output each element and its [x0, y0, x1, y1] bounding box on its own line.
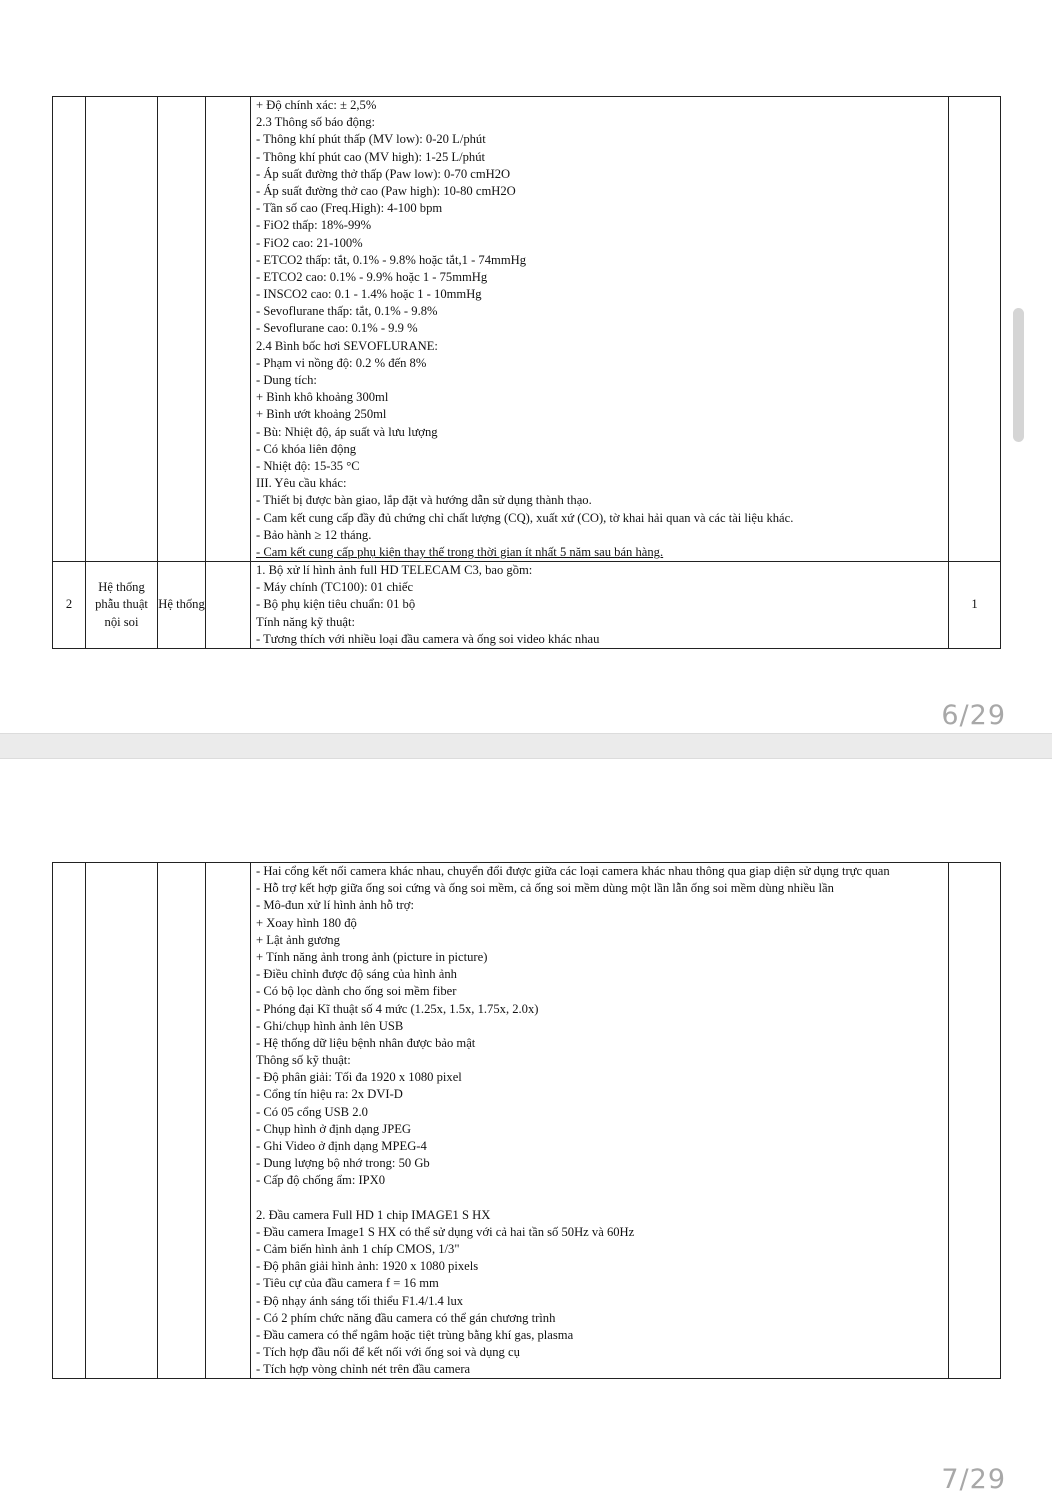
spec-line: - Thông khí phút thấp (MV low): 0-20 L/phút [256, 132, 486, 147]
spec-line: - Có khóa liên động [256, 441, 357, 456]
spec-line: - Dung tích: [256, 373, 317, 387]
spec-line: - Tương thích với nhiều loại đầu camera và ống soi video khác nhau [256, 631, 600, 646]
spec-line: - Tiêu cự của đầu camera f = 16 mm [256, 1276, 439, 1291]
spec-line: Tính năng kỹ thuật: [256, 614, 355, 629]
spec-line: - Độ nhạy ánh sáng tối thiểu F1.4/1.4 lux [256, 1293, 464, 1308]
spec-line: - Đầu camera có thể ngâm hoặc tiệt trùng bằng khí gas, plasma [256, 1327, 574, 1342]
unit-cell: Hệ thống [158, 562, 206, 649]
spec-line: - ETCO2 cao: 0.1% - 9.9% hoặc 1 - 75mmHg [256, 269, 488, 284]
spec-line: - Có 05 cổng USB 2.0 [256, 1104, 368, 1119]
spec-line: - Hai cổng kết nối camera khác nhau, chuyển đổi được giữa các loại camera khác nhau thông qua giap diện sử dụng trực quan [256, 864, 890, 878]
quantity-cell [949, 863, 1001, 1379]
spec-line: - Độ phân giải: Tối đa 1920 x 1080 pixel [256, 1070, 462, 1085]
spec-line: 2.3 Thông số báo động: [256, 115, 376, 130]
unit-cell [158, 97, 206, 562]
spec-line: + Bình khô khoảng 300ml [256, 390, 389, 405]
spec-line: + Lật ảnh gương [256, 932, 340, 947]
spec-line: - FiO2 thấp: 18%-99% [256, 218, 372, 233]
spec-line: - Mô-đun xử lí hình ảnh hỗ trợ: [256, 898, 414, 913]
spec-line: 2.4 Bình bốc hơi SEVOFLURANE: [256, 338, 438, 353]
spec-line: + Độ chính xác: ± 2,5% [256, 98, 377, 112]
spec-line: - FiO2 cao: 21-100% [256, 235, 363, 250]
spec-line: - Ghi/chụp hình ảnh lên USB [256, 1018, 404, 1033]
name-cell [86, 97, 158, 562]
spec-line: - Dung lượng bộ nhớ trong: 50 Gb [256, 1156, 430, 1171]
stt-cell: 2 [53, 562, 86, 649]
spec-line: - Cổng tín hiệu ra: 2x DVI-D [256, 1087, 403, 1102]
spec-lines [256, 97, 942, 561]
spec-table-page-7 [52, 862, 1001, 1379]
stt-cell [53, 863, 86, 1379]
spec-table-page-6 [52, 96, 1001, 649]
spec-lines [256, 562, 942, 648]
spec-line: - Máy chính (TC100): 01 chiếc [256, 580, 414, 595]
spec-line: + Bình ướt khoảng 250ml [256, 407, 387, 422]
spec-line: - Đầu camera Image1 S HX có thể sử dụng với cả hai tần số 50Hz và 60Hz [256, 1224, 635, 1239]
spec-line: - Thiết bị được bàn giao, lắp đặt và hướng dẫn sử dụng thành thạo. [256, 493, 592, 508]
spec-line: - Có 2 phím chức năng đầu camera có thể gán chương trình [256, 1310, 556, 1325]
spec-cell [251, 97, 949, 562]
spec-line: - Bộ phụ kiện tiêu chuẩn: 01 bộ [256, 597, 416, 612]
spec-line: - Phạm vi nồng độ: 0.2 % đến 8% [256, 355, 427, 370]
spec-line [256, 1190, 942, 1207]
spec-line: III. Yêu cầu khác: [256, 476, 347, 491]
spec-line: Thông số kỹ thuật: [256, 1053, 351, 1068]
table-row [53, 97, 1001, 562]
spec-line: - Độ phân giải hình ảnh: 1920 x 1080 pixels [256, 1259, 479, 1274]
spec-cell [251, 863, 949, 1379]
spec-line: - Bù: Nhiệt độ, áp suất và lưu lượng [256, 424, 438, 439]
spec-line: - Phóng đại Kĩ thuật số 4 mức (1.25x, 1.5x, 1.75x, 2.0x) [256, 1001, 539, 1016]
spec-line: - Thông khí phút cao (MV high): 1-25 L/phút [256, 149, 485, 164]
spec-line: + Tính năng ảnh trong ảnh (picture in picture) [256, 949, 488, 964]
spec-line: 2. Đầu camera Full HD 1 chip IMAGE1 S HX [256, 1207, 491, 1222]
unit-cell [158, 863, 206, 1379]
page-number: 6/29 [941, 700, 1006, 731]
blank-cell [206, 863, 251, 1379]
spec-line: - Áp suất đường thở cao (Paw high): 10-80 cmH2O [256, 183, 516, 198]
spec-line: - Hỗ trợ kết hợp giữa ống soi cứng và ống soi mềm, cả ống soi mềm dùng một lần lẫn ống soi mềm dùng nhiều lần [256, 881, 834, 896]
page-separator [0, 733, 1052, 759]
quantity-cell [949, 97, 1001, 562]
spec-line: - Sevoflurane cao: 0.1% - 9.9 % [256, 321, 418, 336]
name-cell [86, 863, 158, 1379]
stt-cell [53, 97, 86, 562]
table-row [53, 562, 1001, 649]
blank-cell [206, 562, 251, 649]
spec-line: - Cảm biến hình ảnh 1 chíp CMOS, 1/3" [256, 1241, 460, 1256]
spec-line: - Cam kết cung cấp đầy đủ chứng chỉ chất lượng (CQ), xuất xứ (CO), tờ khai hải quan và các tài liệu khác. [256, 510, 794, 525]
spec-line: - Có bộ lọc dành cho ống soi mềm fiber [256, 984, 457, 999]
spec-line: - Áp suất đường thở thấp (Paw low): 0-70 cmH2O [256, 166, 511, 181]
spec-line: - Ghi Video ở định dạng MPEG-4 [256, 1139, 427, 1154]
spec-line: + Xoay hình 180 độ [256, 915, 357, 930]
spec-line: - Sevoflurane thấp: tắt, 0.1% - 9.8% [256, 304, 438, 319]
spec-line: - ETCO2 thấp: tắt, 0.1% - 9.8% hoặc tắt,1 - 74mmHg [256, 252, 527, 267]
spec-line: - Tần số cao (Freq.High): 4-100 bpm [256, 201, 443, 216]
blank-cell [206, 97, 251, 562]
spec-line: - Chụp hình ở định dạng JPEG [256, 1121, 411, 1136]
spec-cell [251, 562, 949, 649]
spec-line: 1. Bộ xử lí hình ảnh full HD TELECAM C3, bao gồm: [256, 563, 533, 578]
spec-line: - Bảo hành ≥ 12 tháng. [256, 527, 372, 542]
spec-line: - Điều chỉnh được độ sáng của hình ảnh [256, 967, 457, 982]
spec-line: - Hệ thống dữ liệu bệnh nhân được bảo mật [256, 1035, 476, 1050]
spec-line: - Nhiệt độ: 15-35 °C [256, 458, 360, 473]
spec-line: - Cấp độ chống ẩm: IPX0 [256, 1173, 386, 1188]
name-cell: Hệ thống phẫu thuật nội soi [86, 562, 158, 649]
spec-line: - INSCO2 cao: 0.1 - 1.4% hoặc 1 - 10mmHg [256, 287, 482, 302]
spec-lines [256, 863, 942, 1378]
scrollbar[interactable] [1013, 308, 1024, 442]
table-row [53, 863, 1001, 1379]
quantity-cell: 1 [949, 562, 1001, 649]
spec-line: - Tích hợp đầu nối để kết nối với ống soi và dụng cụ [256, 1345, 520, 1360]
spec-line: - Tích hợp vòng chỉnh nét trên đầu camera [256, 1362, 471, 1377]
page-number: 7/29 [941, 1464, 1006, 1495]
spec-line: - Cam kết cung cấp phụ kiện thay thế trong thời gian ít nhất 5 năm sau bán hàng. [256, 544, 664, 559]
